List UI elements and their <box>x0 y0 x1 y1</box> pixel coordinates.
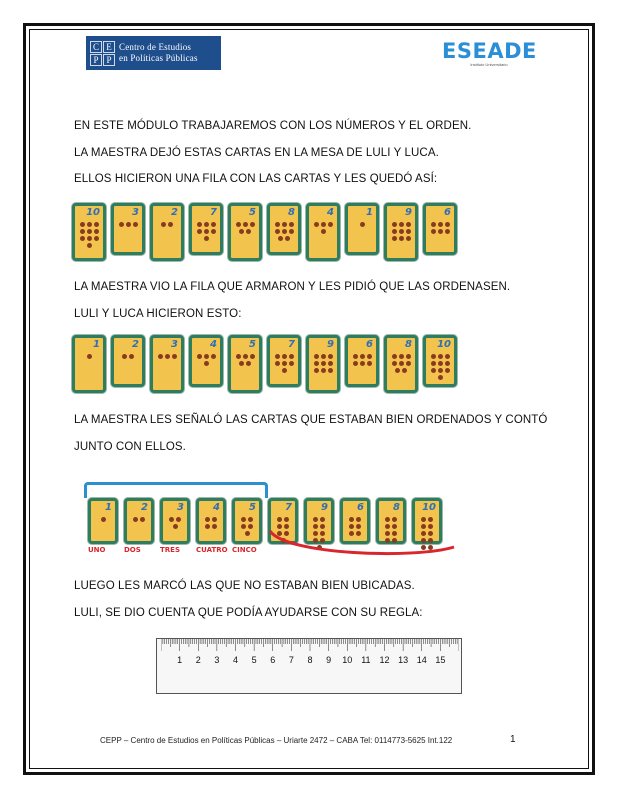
card-number: 6 <box>366 339 373 350</box>
ladybug-icon <box>356 517 361 522</box>
ladybug-icon <box>353 354 358 359</box>
number-card <box>72 203 106 261</box>
ladybug-icon <box>204 222 209 227</box>
number-card <box>267 203 301 255</box>
ladybug-icons <box>157 222 177 254</box>
ladybug-icon <box>278 236 283 241</box>
ladybug-icon <box>241 524 246 529</box>
ladybug-icon <box>395 368 400 373</box>
ruler-number: 3 <box>214 655 220 665</box>
ladybug-icon <box>321 361 326 366</box>
ruler-note-text: LULI, SE DIO CUENTA QUE PODÍA AYUDARSE CON SU REGLA: <box>74 607 423 619</box>
cepp-logo-text: Centro de Estudios en Políticas Públicas <box>119 42 198 63</box>
ladybug-icon <box>402 368 407 373</box>
ladybug-icon <box>431 361 436 366</box>
ladybug-icon <box>87 222 92 227</box>
ladybug-icon <box>438 361 443 366</box>
ladybug-icons <box>235 354 255 386</box>
esade-wordmark: ESEADE <box>442 39 537 63</box>
ladybug-icon <box>119 222 124 227</box>
first-card-row <box>72 203 462 265</box>
card-number: 10 <box>86 207 100 218</box>
ladybug-icon <box>431 354 436 359</box>
number-card <box>306 203 340 261</box>
ladybug-icon <box>211 222 216 227</box>
ladybug-icon <box>428 517 433 522</box>
ladybug-icon <box>87 354 92 359</box>
intro-text: EN ESTE MÓDULO TRABAJAREMOS CON LOS NÚMEROS Y EL ORDEN. <box>74 120 472 132</box>
ladybug-icon <box>94 236 99 241</box>
ladybug-icon <box>245 531 250 536</box>
ladybug-icon <box>275 354 280 359</box>
ladybug-icon <box>438 375 443 380</box>
ladybug-icon <box>122 354 127 359</box>
teacher-saw-text: LA MAESTRA VIO LA FILA QUE ARMARON Y LES PIDIÓ QUE LAS ORDENASEN. <box>74 281 511 293</box>
ladybug-icon <box>197 229 202 234</box>
counted-word: CUATRO <box>196 546 228 554</box>
ladybug-icons <box>118 222 138 248</box>
card-number: 9 <box>321 502 328 513</box>
card-number: 1 <box>93 339 100 350</box>
ruler-number: 6 <box>270 655 276 665</box>
ladybug-icon <box>367 354 372 359</box>
ladybug-icons <box>352 354 372 380</box>
ladybug-icon <box>172 354 177 359</box>
ladybug-icon <box>158 354 163 359</box>
misplaced-underline <box>266 525 458 561</box>
ruler-number: 9 <box>326 655 332 665</box>
ladybug-icon <box>275 361 280 366</box>
ladybug-icon <box>236 222 241 227</box>
ladybug-icon <box>445 368 450 373</box>
ladybug-icon <box>80 222 85 227</box>
ladybug-icon <box>438 354 443 359</box>
esade-subtitle: Instituto Universitario <box>470 62 508 67</box>
ladybug-icon <box>197 354 202 359</box>
cepp-monogram: C E P P <box>90 41 115 66</box>
ladybug-icons <box>313 354 333 386</box>
ruler-number: 8 <box>307 655 313 665</box>
number-card <box>189 203 223 255</box>
card-number: 7 <box>288 339 295 350</box>
number-card <box>72 335 106 393</box>
ruler-number: 15 <box>435 655 446 665</box>
ladybug-icon <box>289 354 294 359</box>
ladybug-icon <box>445 361 450 366</box>
card-number: 1 <box>366 207 373 218</box>
ladybug-icon <box>392 517 397 522</box>
counted-word: UNO <box>88 546 106 554</box>
ladybug-icons <box>79 222 99 254</box>
ladybug-icon <box>360 361 365 366</box>
card-number: 9 <box>327 339 334 350</box>
ladybug-icons <box>430 354 450 380</box>
ladybug-icon <box>360 354 365 359</box>
ruler-number: 12 <box>379 655 390 665</box>
ladybug-icon <box>173 524 178 529</box>
ladybug-icon <box>321 229 326 234</box>
ladybug-icon <box>204 229 209 234</box>
number-card <box>196 498 226 544</box>
ladybug-icon <box>176 517 181 522</box>
number-card <box>345 203 379 255</box>
ladybug-icon <box>277 517 282 522</box>
ladybug-icon <box>328 361 333 366</box>
ordered-group-bracket <box>84 482 268 498</box>
card-number: 2 <box>132 339 139 350</box>
ladybug-icons <box>235 222 255 254</box>
ladybug-icon <box>246 229 251 234</box>
ladybug-icon <box>445 354 450 359</box>
ladybug-icon <box>328 354 333 359</box>
ladybug-icons <box>391 354 411 386</box>
ladybug-icon <box>212 524 217 529</box>
ladybug-icons <box>313 222 333 254</box>
card-number: 8 <box>288 207 295 218</box>
ladybug-icon <box>241 517 246 522</box>
ladybug-icon <box>328 368 333 373</box>
ladybug-icon <box>94 229 99 234</box>
card-number: 6 <box>444 207 451 218</box>
ladybug-icon <box>211 229 216 234</box>
ladybug-icon <box>248 524 253 529</box>
number-card <box>150 203 184 261</box>
ladybug-icon <box>205 524 210 529</box>
ladybug-icon <box>445 229 450 234</box>
ladybug-icons <box>131 517 147 537</box>
ladybug-icon <box>399 222 404 227</box>
ladybug-icon <box>399 229 404 234</box>
card-number: 8 <box>393 502 400 513</box>
ladybug-icon <box>285 236 290 241</box>
ladybug-icon <box>406 361 411 366</box>
ladybug-icon <box>392 222 397 227</box>
ladybug-icon <box>248 517 253 522</box>
ladybug-icons <box>79 354 99 386</box>
card-number: 5 <box>249 207 256 218</box>
ladybug-icon <box>212 517 217 522</box>
number-card <box>423 335 457 387</box>
cards-left-text: LA MAESTRA DEJÓ ESTAS CARTAS EN LA MESA DE LULI Y LUCA. <box>74 147 439 159</box>
footer-text: CEPP – Centro de Estudios en Políticas Públicas – Uriarte 2472 – CABA Tel: 0114773-5625 Int.122 <box>100 736 453 745</box>
number-card <box>228 203 262 261</box>
ladybug-icon <box>275 222 280 227</box>
second-card-row <box>72 335 462 397</box>
ladybug-icon <box>321 368 326 373</box>
ladybug-icon <box>289 229 294 234</box>
ladybug-icon <box>246 361 251 366</box>
ladybug-icon <box>133 222 138 227</box>
ruler-number: 7 <box>288 655 294 665</box>
ladybug-icon <box>204 354 209 359</box>
ladybug-icon <box>313 517 318 522</box>
ladybug-icons <box>196 354 216 380</box>
ladybug-icon <box>367 361 372 366</box>
ladybug-icon <box>399 354 404 359</box>
card-number: 6 <box>357 502 364 513</box>
ladybug-icon <box>399 236 404 241</box>
ladybug-icons <box>167 517 183 537</box>
ladybug-icon <box>169 517 174 522</box>
ladybug-icons <box>274 222 294 248</box>
row-made-text: ELLOS HICIERON UNA FILA CON LAS CARTAS Y LES QUEDÓ ASÍ: <box>74 173 438 185</box>
card-number: 7 <box>210 207 217 218</box>
ladybug-icon <box>328 222 333 227</box>
ladybug-icon <box>282 354 287 359</box>
ladybug-icons <box>118 354 138 380</box>
ladybug-icon <box>406 354 411 359</box>
ladybug-icon <box>399 361 404 366</box>
number-card <box>228 335 262 393</box>
ruler-number: 10 <box>342 655 353 665</box>
ladybug-icon <box>421 517 426 522</box>
card-number: 4 <box>327 207 334 218</box>
card-number: 10 <box>437 339 451 350</box>
ladybug-icons <box>95 517 111 537</box>
ruler-ticks <box>161 639 459 653</box>
ladybug-icon <box>349 517 354 522</box>
counted-word: TRES <box>160 546 180 554</box>
ladybug-icon <box>204 361 209 366</box>
ladybug-icons <box>430 222 450 248</box>
ladybug-icon <box>243 222 248 227</box>
ladybug-icon <box>80 229 85 234</box>
ladybug-icon <box>353 361 358 366</box>
card-number: 4 <box>210 339 217 350</box>
number-card <box>160 498 190 544</box>
card-number: 3 <box>171 339 178 350</box>
ladybug-icon <box>129 354 134 359</box>
number-card <box>124 498 154 544</box>
ladybug-icon <box>205 517 210 522</box>
card-number: 7 <box>285 502 292 513</box>
ladybug-icon <box>250 354 255 359</box>
ladybug-icon <box>445 222 450 227</box>
ladybug-icon <box>87 243 92 248</box>
ruler-number: 11 <box>361 655 371 665</box>
ladybug-icon <box>239 361 244 366</box>
ruler-number: 2 <box>195 655 201 665</box>
ladybug-icon <box>406 236 411 241</box>
marked-text: LUEGO LES MARCÓ LAS QUE NO ESTABAN BIEN UBICADAS. <box>74 580 415 592</box>
card-number: 5 <box>249 339 256 350</box>
cepp-logo <box>86 36 221 70</box>
ladybug-icons <box>239 517 255 537</box>
ladybug-icon <box>211 354 216 359</box>
ladybug-icon <box>314 354 319 359</box>
ladybug-icon <box>250 222 255 227</box>
ladybug-icon <box>284 517 289 522</box>
ruler-number: 13 <box>398 655 409 665</box>
card-number: 9 <box>405 207 412 218</box>
number-card <box>267 335 301 387</box>
number-card <box>384 335 418 393</box>
card-number: 10 <box>422 502 436 513</box>
ladybug-icon <box>101 517 106 522</box>
number-card <box>111 203 145 255</box>
card-number: 3 <box>177 502 184 513</box>
teacher-pointed-text: LA MAESTRA LES SEÑALÓ LAS CARTAS QUE ESTABAN BIEN ORDENADOS Y CONTÓ <box>74 414 548 426</box>
ladybug-icon <box>320 517 325 522</box>
ladybug-icon <box>438 368 443 373</box>
ruler-number: 4 <box>232 655 239 665</box>
ladybug-icon <box>314 222 319 227</box>
number-card <box>384 203 418 261</box>
ladybug-icon <box>321 222 326 227</box>
ladybug-icon <box>282 361 287 366</box>
ladybug-icon <box>168 222 173 227</box>
ruler-number: 1 <box>177 655 183 665</box>
ladybug-icon <box>289 361 294 366</box>
ladybug-icon <box>94 222 99 227</box>
number-card <box>88 498 118 544</box>
ladybug-icon <box>87 236 92 241</box>
card-number: 5 <box>249 502 256 513</box>
ladybug-icon <box>243 354 248 359</box>
number-card <box>423 203 457 255</box>
number-card <box>232 498 262 544</box>
ladybug-icon <box>406 229 411 234</box>
ladybug-icons <box>274 354 294 380</box>
ladybug-icon <box>282 368 287 373</box>
ladybug-icon <box>431 229 436 234</box>
ladybug-icon <box>360 222 365 227</box>
ladybug-icon <box>126 222 131 227</box>
ladybug-icon <box>438 222 443 227</box>
number-card <box>150 335 184 393</box>
ladybug-icon <box>289 222 294 227</box>
ladybug-icon <box>133 517 138 522</box>
ladybug-icon <box>197 222 202 227</box>
ladybug-icon <box>236 354 241 359</box>
ruler-number: 5 <box>251 655 257 665</box>
ladybug-icon <box>438 229 443 234</box>
ladybug-icon <box>282 222 287 227</box>
ladybug-icon <box>321 354 326 359</box>
ruler-number: 14 <box>416 655 427 665</box>
counted-word: DOS <box>124 546 141 554</box>
card-number: 2 <box>171 207 178 218</box>
ladybug-icon <box>204 236 209 241</box>
ladybug-icons <box>157 354 177 386</box>
ladybug-icon <box>87 229 92 234</box>
ladybug-icons <box>196 222 216 248</box>
ladybug-icon <box>392 229 397 234</box>
ladybug-icon <box>161 222 166 227</box>
number-card <box>189 335 223 387</box>
ladybug-icon <box>392 354 397 359</box>
ladybug-icons <box>203 517 219 537</box>
esade-logo <box>442 40 536 67</box>
card-number: 8 <box>405 339 412 350</box>
ladybug-icon <box>140 517 145 522</box>
ladybug-icon <box>406 222 411 227</box>
ruler-numbers <box>157 655 461 669</box>
together-text: JUNTO CON ELLOS. <box>74 441 186 453</box>
number-card <box>306 335 340 393</box>
card-number: 4 <box>213 502 220 513</box>
card-number: 2 <box>141 502 148 513</box>
ladybug-icon <box>392 236 397 241</box>
number-card <box>345 335 379 387</box>
ladybug-icon <box>314 368 319 373</box>
ladybug-icon <box>80 236 85 241</box>
ladybug-icon <box>392 361 397 366</box>
ladybug-icon <box>165 354 170 359</box>
ladybug-icon <box>275 229 280 234</box>
number-card <box>111 335 145 387</box>
ladybug-icon <box>314 361 319 366</box>
ladybug-icons <box>352 222 372 248</box>
counted-word: CINCO <box>232 546 257 554</box>
ladybug-icon <box>282 229 287 234</box>
ladybug-icon <box>239 229 244 234</box>
card-number: 3 <box>132 207 139 218</box>
page-number: 1 <box>510 734 516 745</box>
ladybug-icons <box>391 222 411 254</box>
ladybug-icon <box>385 517 390 522</box>
they-did-text: LULI Y LUCA HICIERON ESTO: <box>74 308 242 320</box>
ladybug-icon <box>431 368 436 373</box>
ruler <box>156 638 462 694</box>
card-number: 1 <box>105 502 112 513</box>
ladybug-icon <box>431 222 436 227</box>
